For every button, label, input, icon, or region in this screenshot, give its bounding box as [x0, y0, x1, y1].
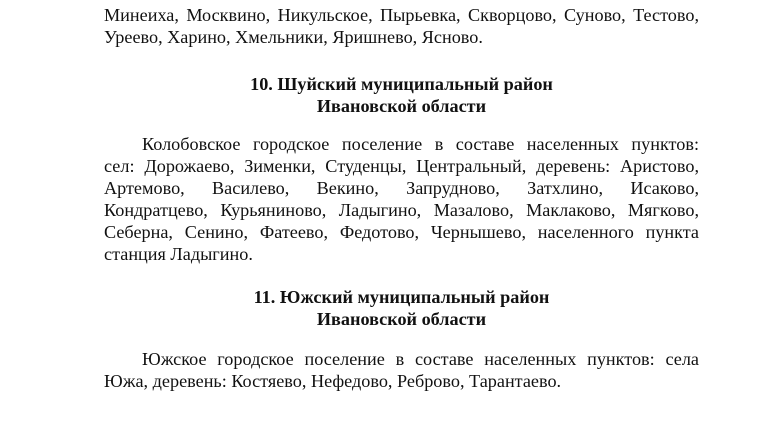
section-11-paragraph [104, 348, 699, 392]
section-10-paragraph [104, 133, 699, 265]
section-10-line-3: Артемово, Василево, Векино, Запруднoво, Затхлино, Исаково, [104, 178, 699, 198]
section-11-line-2: Южа, деревень: Костяево, Нефедово, Ребрoво, Тарантаево. [104, 371, 562, 391]
section-10-heading [104, 73, 699, 117]
section-10-line-1: Колобовское городское поселение в составе населенных пунктов: [142, 134, 699, 154]
intro-paragraph [104, 4, 699, 48]
section-10-line-2: сел: Дорожаево, Зименки, Студенцы, Центральный, деревень: Аристово, [104, 156, 699, 176]
section-10-heading-line-2: Ивановской области [316, 96, 487, 116]
section-10-heading-line-1: 10. Шуйский муниципальный район [250, 74, 553, 94]
section-11-line-1: Южское городское поселение в составе населенных пунктов: села [142, 349, 699, 369]
section-10-line-5: Себерна, Сенино, Фатеево, Федотово, Чернышево, населенного пункта [104, 222, 699, 242]
intro-line-2: Уреево, Харино, Хмельники, Яришнево, Ясново. [104, 27, 483, 47]
intro-line-1: Минеиха, Москвино, Никульское, Пырьевка, Скворцово, Суново, Тестово, [104, 5, 699, 25]
section-11-heading-line-1: 11. Южский муниципальный район [253, 287, 550, 307]
section-10-line-4: Кондратцево, Курьянинoво, Ладыгино, Мазалово, Маклаково, Мягково, [104, 200, 699, 220]
section-11-heading [104, 286, 699, 330]
section-10-line-6: станция Ладыгино. [104, 244, 253, 264]
section-11-heading-line-2: Ивановской области [316, 309, 487, 329]
